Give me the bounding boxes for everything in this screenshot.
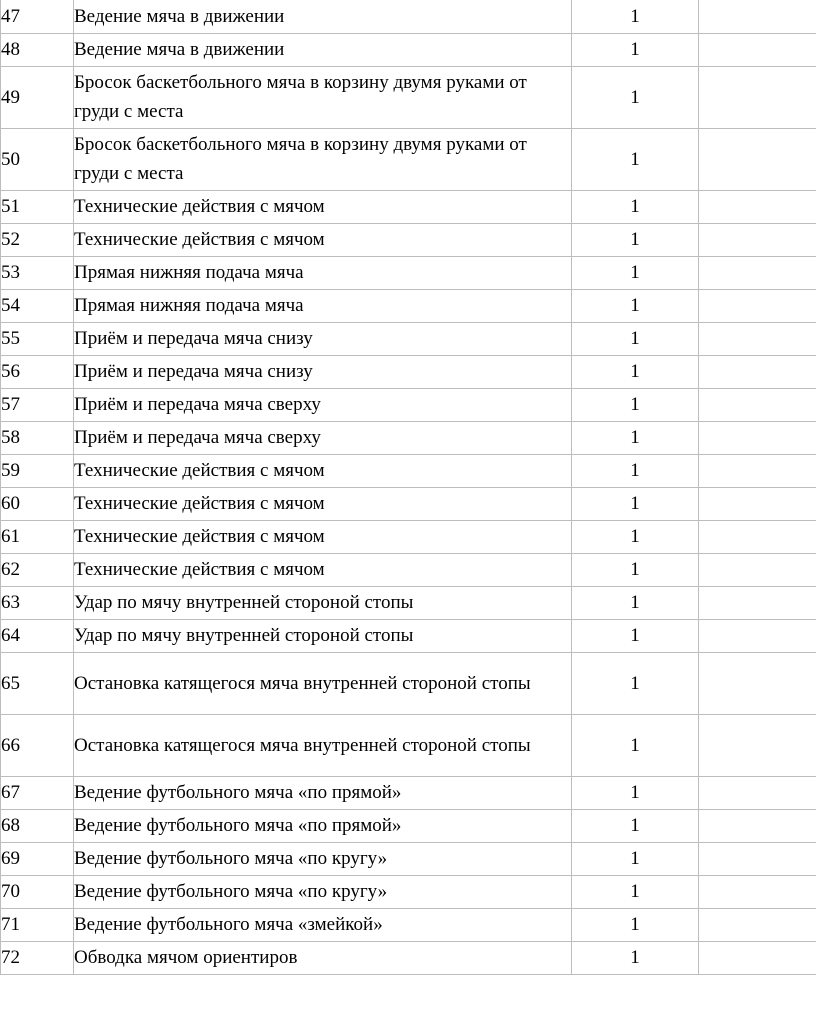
lesson-number: 72	[1, 941, 74, 974]
lesson-topic: Бросок баскетбольного мяча в корзину двумя руками от груди с места	[74, 66, 572, 128]
lesson-topic: Технические действия с мячом	[74, 223, 572, 256]
lesson-hours: 1	[572, 322, 699, 355]
lesson-hours: 1	[572, 520, 699, 553]
lesson-hours: 1	[572, 941, 699, 974]
lesson-topic: Приём и передача мяча снизу	[74, 322, 572, 355]
lesson-topic: Ведение футбольного мяча «по прямой»	[74, 776, 572, 809]
lesson-date-cell	[699, 875, 816, 908]
lesson-topic: Остановка катящегося мяча внутренней стороной стопы	[74, 714, 572, 776]
lesson-topic: Удар по мячу внутренней стороной стопы	[74, 619, 572, 652]
lesson-number: 56	[1, 355, 74, 388]
lesson-rows	[1, 0, 816, 974]
lesson-date-cell	[699, 809, 816, 842]
lesson-hours: 1	[572, 586, 699, 619]
lesson-number: 54	[1, 289, 74, 322]
lesson-hours: 1	[572, 0, 699, 33]
lesson-number: 71	[1, 908, 74, 941]
lesson-number: 63	[1, 586, 74, 619]
lesson-number: 62	[1, 553, 74, 586]
lesson-hours: 1	[572, 908, 699, 941]
lesson-topic: Технические действия с мячом	[74, 520, 572, 553]
lesson-topic: Ведение футбольного мяча «по кругу»	[74, 875, 572, 908]
table-row	[1, 520, 816, 553]
lesson-number: 59	[1, 454, 74, 487]
lesson-number: 48	[1, 33, 74, 66]
lesson-date-cell	[699, 66, 816, 128]
lesson-date-cell	[699, 33, 816, 66]
lesson-topic: Технические действия с мячом	[74, 454, 572, 487]
lesson-topic: Технические действия с мячом	[74, 553, 572, 586]
table-row	[1, 322, 816, 355]
lesson-hours: 1	[572, 289, 699, 322]
lesson-hours: 1	[572, 355, 699, 388]
lesson-date-cell	[699, 322, 816, 355]
lesson-date-cell	[699, 190, 816, 223]
lesson-number: 61	[1, 520, 74, 553]
lesson-date-cell	[699, 223, 816, 256]
lesson-date-cell	[699, 355, 816, 388]
lesson-topic: Технические действия с мячом	[74, 487, 572, 520]
lesson-date-cell	[699, 714, 816, 776]
lesson-topic: Ведение футбольного мяча «по кругу»	[74, 842, 572, 875]
lesson-hours: 1	[572, 842, 699, 875]
table-row	[1, 586, 816, 619]
table-row	[1, 908, 816, 941]
lesson-number: 47	[1, 0, 74, 33]
lesson-topic: Ведение футбольного мяча «змейкой»	[74, 908, 572, 941]
table-row	[1, 941, 816, 974]
lesson-topic: Бросок баскетбольного мяча в корзину двумя руками от груди с места	[74, 128, 572, 190]
lesson-number: 65	[1, 652, 74, 714]
lesson-number: 69	[1, 842, 74, 875]
lesson-hours: 1	[572, 487, 699, 520]
lesson-date-cell	[699, 652, 816, 714]
table-row	[1, 66, 816, 128]
lesson-number: 68	[1, 809, 74, 842]
lesson-hours: 1	[572, 66, 699, 128]
lesson-hours: 1	[572, 553, 699, 586]
lesson-topic: Прямая нижняя подача мяча	[74, 256, 572, 289]
lesson-hours: 1	[572, 776, 699, 809]
lesson-number: 67	[1, 776, 74, 809]
lesson-date-cell	[699, 388, 816, 421]
lesson-date-cell	[699, 0, 816, 33]
lesson-date-cell	[699, 487, 816, 520]
table-row	[1, 223, 816, 256]
lesson-topic: Обводка мячом ориентиров	[74, 941, 572, 974]
table-row	[1, 190, 816, 223]
lesson-topic: Технические действия с мячом	[74, 190, 572, 223]
lesson-date-cell	[699, 586, 816, 619]
lesson-number: 60	[1, 487, 74, 520]
lesson-number: 49	[1, 66, 74, 128]
lesson-number: 50	[1, 128, 74, 190]
lesson-topic: Ведение мяча в движении	[74, 0, 572, 33]
lesson-topic: Прямая нижняя подача мяча	[74, 289, 572, 322]
lesson-date-cell	[699, 553, 816, 586]
lesson-date-cell	[699, 941, 816, 974]
lesson-hours: 1	[572, 619, 699, 652]
table-row	[1, 289, 816, 322]
lesson-number: 64	[1, 619, 74, 652]
table-row	[1, 421, 816, 454]
lesson-hours: 1	[572, 256, 699, 289]
table-row	[1, 454, 816, 487]
table-row	[1, 553, 816, 586]
table-row	[1, 128, 816, 190]
table-row	[1, 0, 816, 33]
lesson-number: 66	[1, 714, 74, 776]
table-row	[1, 714, 816, 776]
lesson-hours: 1	[572, 714, 699, 776]
lesson-topic: Приём и передача мяча сверху	[74, 421, 572, 454]
lesson-date-cell	[699, 454, 816, 487]
lesson-hours: 1	[572, 33, 699, 66]
lesson-hours: 1	[572, 128, 699, 190]
lesson-number: 52	[1, 223, 74, 256]
lesson-topic: Ведение мяча в движении	[74, 33, 572, 66]
lesson-hours: 1	[572, 421, 699, 454]
lesson-date-cell	[699, 619, 816, 652]
table-row	[1, 355, 816, 388]
table-row	[1, 809, 816, 842]
lesson-date-cell	[699, 256, 816, 289]
lesson-date-cell	[699, 128, 816, 190]
lesson-date-cell	[699, 421, 816, 454]
table-row	[1, 842, 816, 875]
table-row	[1, 875, 816, 908]
table-row	[1, 256, 816, 289]
lesson-hours: 1	[572, 190, 699, 223]
lesson-hours: 1	[572, 652, 699, 714]
lesson-number: 58	[1, 421, 74, 454]
table-row	[1, 619, 816, 652]
lesson-date-cell	[699, 776, 816, 809]
lesson-date-cell	[699, 289, 816, 322]
lesson-hours: 1	[572, 223, 699, 256]
lesson-number: 51	[1, 190, 74, 223]
lesson-topic: Удар по мячу внутренней стороной стопы	[74, 586, 572, 619]
lesson-date-cell	[699, 520, 816, 553]
table-row	[1, 33, 816, 66]
table-row	[1, 388, 816, 421]
lesson-number: 57	[1, 388, 74, 421]
table-row	[1, 776, 816, 809]
lesson-hours: 1	[572, 454, 699, 487]
lesson-number: 53	[1, 256, 74, 289]
lesson-topic: Приём и передача мяча сверху	[74, 388, 572, 421]
lesson-number: 70	[1, 875, 74, 908]
lesson-hours: 1	[572, 875, 699, 908]
lesson-topic: Остановка катящегося мяча внутренней стороной стопы	[74, 652, 572, 714]
lesson-number: 55	[1, 322, 74, 355]
table-row	[1, 487, 816, 520]
table-row	[1, 652, 816, 714]
lesson-hours: 1	[572, 809, 699, 842]
lesson-topic: Приём и передача мяча снизу	[74, 355, 572, 388]
lesson-date-cell	[699, 842, 816, 875]
lesson-topic: Ведение футбольного мяча «по прямой»	[74, 809, 572, 842]
lesson-hours: 1	[572, 388, 699, 421]
lesson-date-cell	[699, 908, 816, 941]
